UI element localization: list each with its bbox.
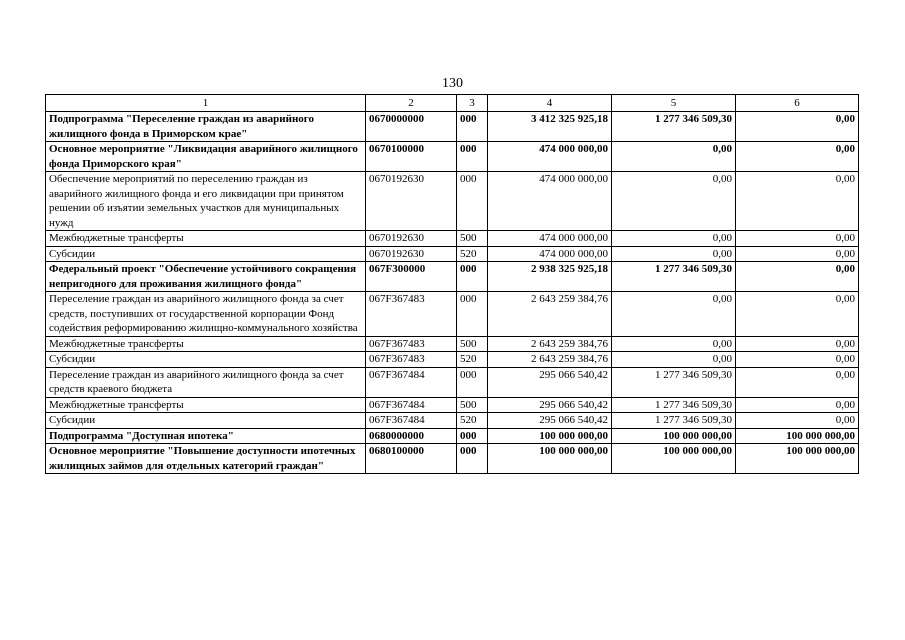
row-name-cell: Основное мероприятие "Повышение доступности ипотечных жилищных займов для отдельных категорий граждан" bbox=[46, 444, 366, 474]
row-subcode-cell: 000 bbox=[457, 367, 488, 397]
row-code-cell: 067F367483 bbox=[366, 292, 457, 337]
row-value-col5-cell: 100 000 000,00 bbox=[612, 428, 736, 444]
row-value-col6-cell: 0,00 bbox=[736, 231, 859, 247]
row-subcode-cell: 500 bbox=[457, 397, 488, 413]
row-value-col5-cell: 0,00 bbox=[612, 231, 736, 247]
table-row bbox=[46, 336, 859, 352]
row-name-cell: Переселение граждан из аварийного жилищного фонда за счет средств краевого бюджета bbox=[46, 367, 366, 397]
row-value-col4-cell: 474 000 000,00 bbox=[488, 142, 612, 172]
row-code-cell: 0670192630 bbox=[366, 231, 457, 247]
column-header: 4 bbox=[488, 95, 612, 112]
table-row bbox=[46, 444, 859, 474]
row-name-cell: Основное мероприятие "Ликвидация аварийного жилищного фонда Приморского края" bbox=[46, 142, 366, 172]
row-value-col4-cell: 2 938 325 925,18 bbox=[488, 262, 612, 292]
table-row bbox=[46, 142, 859, 172]
row-code-cell: 0670192630 bbox=[366, 246, 457, 262]
table-row bbox=[46, 262, 859, 292]
row-value-col4-cell: 295 066 540,42 bbox=[488, 413, 612, 429]
row-code-cell: 0680100000 bbox=[366, 444, 457, 474]
row-code-cell: 0680000000 bbox=[366, 428, 457, 444]
row-value-col5-cell: 1 277 346 509,30 bbox=[612, 397, 736, 413]
row-value-col6-cell: 0,00 bbox=[736, 336, 859, 352]
row-name-cell: Субсидии bbox=[46, 413, 366, 429]
row-value-col4-cell: 2 643 259 384,76 bbox=[488, 336, 612, 352]
row-name-cell: Подпрограмма "Переселение граждан из аварийного жилищного фонда в Приморском крае" bbox=[46, 112, 366, 142]
budget-table bbox=[45, 94, 859, 474]
row-value-col4-cell: 474 000 000,00 bbox=[488, 172, 612, 231]
row-subcode-cell: 000 bbox=[457, 112, 488, 142]
row-name-cell: Федеральный проект "Обеспечение устойчивого сокращения непригодного для проживания жилищного фонда" bbox=[46, 262, 366, 292]
row-value-col4-cell: 100 000 000,00 bbox=[488, 444, 612, 474]
row-code-cell: 067F367483 bbox=[366, 336, 457, 352]
row-code-cell: 067F367484 bbox=[366, 397, 457, 413]
row-value-col6-cell: 100 000 000,00 bbox=[736, 428, 859, 444]
row-value-col4-cell: 2 643 259 384,76 bbox=[488, 292, 612, 337]
row-subcode-cell: 520 bbox=[457, 413, 488, 429]
row-code-cell: 067F300000 bbox=[366, 262, 457, 292]
row-subcode-cell: 000 bbox=[457, 292, 488, 337]
row-name-cell: Обеспечение мероприятий по переселению граждан из аварийного жилищного фонда и его ликвидации при принятом решении об изъятии земельных участков для муниципальных нужд bbox=[46, 172, 366, 231]
row-value-col6-cell: 0,00 bbox=[736, 112, 859, 142]
row-value-col5-cell: 1 277 346 509,30 bbox=[612, 112, 736, 142]
row-value-col4-cell: 474 000 000,00 bbox=[488, 246, 612, 262]
row-value-col4-cell: 295 066 540,42 bbox=[488, 367, 612, 397]
row-name-cell: Подпрограмма "Доступная ипотека" bbox=[46, 428, 366, 444]
row-subcode-cell: 000 bbox=[457, 428, 488, 444]
row-value-col5-cell: 0,00 bbox=[612, 246, 736, 262]
row-value-col5-cell: 0,00 bbox=[612, 142, 736, 172]
table-row bbox=[46, 292, 859, 337]
row-name-cell: Межбюджетные трансферты bbox=[46, 336, 366, 352]
table-row bbox=[46, 231, 859, 247]
row-code-cell: 067F367484 bbox=[366, 413, 457, 429]
page-number: 130 bbox=[442, 76, 463, 91]
row-value-col5-cell: 0,00 bbox=[612, 336, 736, 352]
row-value-col5-cell: 1 277 346 509,30 bbox=[612, 413, 736, 429]
table-row bbox=[46, 112, 859, 142]
table-row bbox=[46, 428, 859, 444]
row-name-cell: Межбюджетные трансферты bbox=[46, 397, 366, 413]
row-value-col6-cell: 0,00 bbox=[736, 142, 859, 172]
row-subcode-cell: 500 bbox=[457, 231, 488, 247]
table-row bbox=[46, 246, 859, 262]
row-code-cell: 067F367484 bbox=[366, 367, 457, 397]
row-value-col6-cell: 0,00 bbox=[736, 262, 859, 292]
column-header: 3 bbox=[457, 95, 488, 112]
row-value-col5-cell: 1 277 346 509,30 bbox=[612, 262, 736, 292]
row-value-col5-cell: 0,00 bbox=[612, 292, 736, 337]
row-value-col4-cell: 3 412 325 925,18 bbox=[488, 112, 612, 142]
row-value-col6-cell: 0,00 bbox=[736, 246, 859, 262]
row-value-col6-cell: 0,00 bbox=[736, 292, 859, 337]
row-subcode-cell: 000 bbox=[457, 142, 488, 172]
row-name-cell: Межбюджетные трансферты bbox=[46, 231, 366, 247]
row-code-cell: 067F367483 bbox=[366, 352, 457, 368]
row-subcode-cell: 520 bbox=[457, 246, 488, 262]
row-name-cell: Переселение граждан из аварийного жилищного фонда за счет средств, поступивших от государственной корпорации Фонд содействия реформированию жилищно-коммунального хозяйства bbox=[46, 292, 366, 337]
table-row bbox=[46, 172, 859, 231]
row-subcode-cell: 000 bbox=[457, 262, 488, 292]
row-value-col6-cell: 0,00 bbox=[736, 413, 859, 429]
column-header-row bbox=[46, 95, 859, 112]
row-subcode-cell: 000 bbox=[457, 444, 488, 474]
table-row bbox=[46, 367, 859, 397]
table-row bbox=[46, 413, 859, 429]
column-header: 1 bbox=[46, 95, 366, 112]
row-value-col4-cell: 2 643 259 384,76 bbox=[488, 352, 612, 368]
row-subcode-cell: 520 bbox=[457, 352, 488, 368]
row-code-cell: 0670000000 bbox=[366, 112, 457, 142]
column-header: 2 bbox=[366, 95, 457, 112]
row-value-col6-cell: 0,00 bbox=[736, 397, 859, 413]
row-value-col4-cell: 100 000 000,00 bbox=[488, 428, 612, 444]
row-value-col6-cell: 100 000 000,00 bbox=[736, 444, 859, 474]
row-value-col6-cell: 0,00 bbox=[736, 172, 859, 231]
row-value-col5-cell: 0,00 bbox=[612, 352, 736, 368]
row-value-col6-cell: 0,00 bbox=[736, 352, 859, 368]
row-name-cell: Субсидии bbox=[46, 352, 366, 368]
row-subcode-cell: 500 bbox=[457, 336, 488, 352]
row-subcode-cell: 000 bbox=[457, 172, 488, 231]
row-value-col5-cell: 1 277 346 509,30 bbox=[612, 367, 736, 397]
column-header: 6 bbox=[736, 95, 859, 112]
table-row bbox=[46, 397, 859, 413]
row-value-col5-cell: 100 000 000,00 bbox=[612, 444, 736, 474]
row-code-cell: 0670100000 bbox=[366, 142, 457, 172]
row-code-cell: 0670192630 bbox=[366, 172, 457, 231]
row-value-col5-cell: 0,00 bbox=[612, 172, 736, 231]
row-name-cell: Субсидии bbox=[46, 246, 366, 262]
table-row bbox=[46, 352, 859, 368]
row-value-col4-cell: 474 000 000,00 bbox=[488, 231, 612, 247]
column-header: 5 bbox=[612, 95, 736, 112]
row-value-col4-cell: 295 066 540,42 bbox=[488, 397, 612, 413]
row-value-col6-cell: 0,00 bbox=[736, 367, 859, 397]
